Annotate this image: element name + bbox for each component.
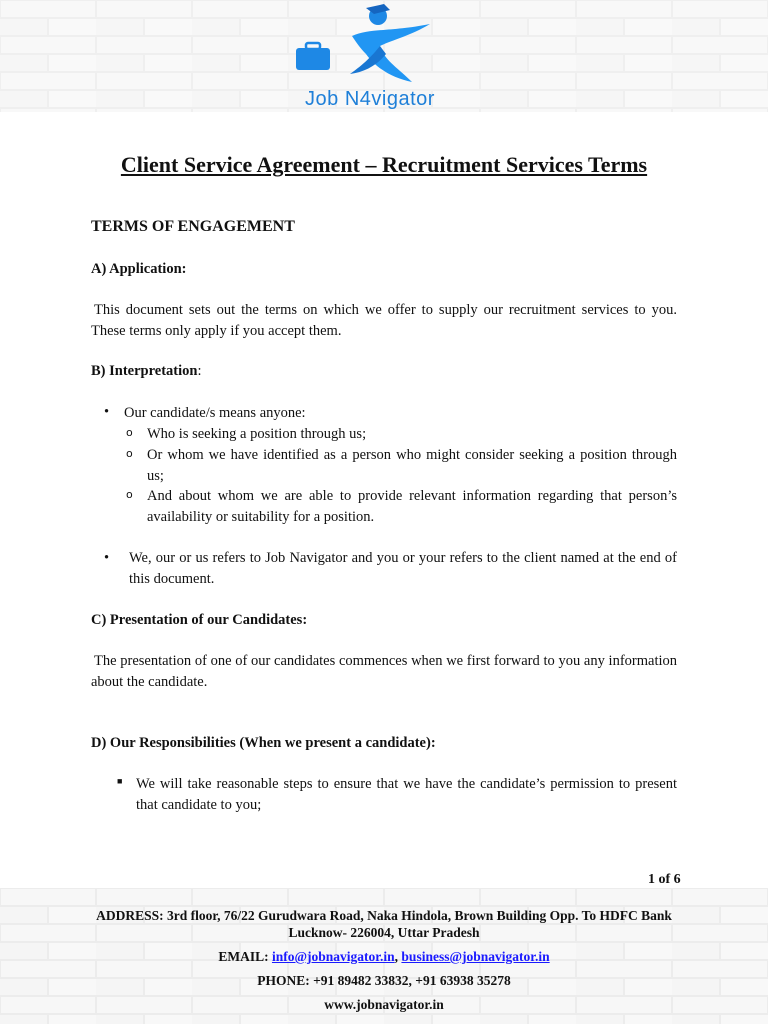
- heading-responsibilities: D) Our Responsibilities (When we present a candidate):: [91, 735, 436, 751]
- interpretation-label: B) Interpretation: [91, 363, 198, 379]
- heading-presentation: C) Presentation of our Candidates:: [91, 612, 308, 628]
- heading-application: A) Application:: [91, 261, 187, 277]
- logo-text: Job N4vigator: [305, 88, 435, 110]
- email-separator: ,: [394, 949, 402, 964]
- sub-bullet-marker: o: [126, 426, 133, 439]
- bullet-permission: We will take reasonable steps to ensure that we have the candidate’s permission to present that candidate to you;: [136, 776, 677, 813]
- presentation-paragraph: The presentation of one of our candidates commences when we first forward to you any information about the candidate.: [91, 653, 677, 690]
- email-info-link[interactable]: info@jobnavigator.in: [271, 949, 395, 964]
- sub-bullet-seeking: Who is seeking a position through us;: [147, 426, 367, 442]
- page-number: 1 of 6: [648, 872, 681, 887]
- bullet-dot: •: [104, 550, 110, 566]
- bullet-candidate: Our candidate/s means anyone:: [124, 405, 306, 421]
- email-business-link[interactable]: business@jobnavigator.in: [401, 949, 550, 964]
- sub-bullet-information: And about whom we are able to provide relevant information regarding that person’s availability or suitability for a position.: [147, 488, 677, 525]
- square-bullet-marker: ■: [117, 776, 123, 786]
- logo-figure-icon: [280, 2, 460, 92]
- footer-phone: PHONE: +91 89482 33832, +91 63938 35278: [257, 973, 511, 988]
- sub-bullet-marker: o: [126, 447, 133, 460]
- section-heading: TERMS OF ENGAGEMENT: [91, 218, 295, 235]
- job-navigator-logo: [280, 2, 460, 112]
- email-label: EMAIL:: [218, 949, 272, 964]
- heading-interpretation: [91, 363, 202, 380]
- interpretation-colon: :: [197, 363, 202, 379]
- bullet-dot: •: [104, 404, 110, 420]
- sub-bullet-identified: Or whom we have identified as a person who might consider seeking a position through us;: [147, 447, 677, 484]
- footer-contact: [0, 908, 768, 1013]
- sub-bullet-marker: o: [126, 488, 133, 501]
- application-paragraph: This document sets out the terms on which we offer to supply our recruitment services to you. These terms only apply if you accept them.: [91, 302, 677, 339]
- document-title: Client Service Agreement – Recruitment Services Terms: [120, 152, 648, 177]
- footer-address-line1: ADDRESS: 3rd floor, 76/22 Gurudwara Road, Naka Hindola, Brown Building Opp. To HDFC Bank: [96, 908, 672, 923]
- bullet-we-our-us: We, our or us refers to Job Navigator and you or your refers to the client named at the end of this document.: [129, 550, 677, 587]
- footer-website[interactable]: www.jobnavigator.in: [324, 997, 444, 1012]
- footer-address-line2: Lucknow- 226004, Uttar Pradesh: [288, 925, 480, 940]
- footer-email-line: [0, 949, 768, 965]
